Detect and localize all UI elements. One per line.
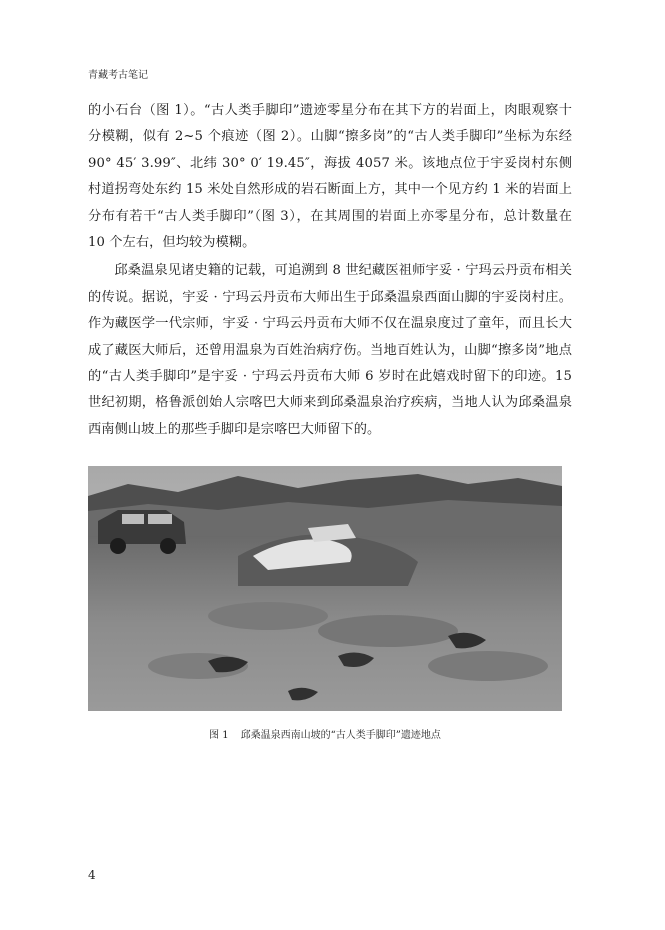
- paragraph-2: 邱桑温泉见诸史籍的记载，可追溯到 8 世纪藏医祖师宇妥 · 宁玛云丹贡布相关的传说。据说，宇妥 · 宁玛云丹贡布大师出生于邱桑温泉西面山脚的宇妥岗村庄。作为藏医学一代宗师，宇妥 · 宁玛云丹贡布大师不仅在温泉度过了童年，而且长大成了藏医大师后，还曾用温泉为百姓治病疗伤。当地百姓认为，山脚“擦多岗”地点的“古人类手脚印”是宇妥 · 宁玛云丹贡布大师 6 岁时在此嬉戏时留下的印迹。15 世纪初期，格鲁派创始人宗喀巴大师来到邱桑温泉治疗疾病，当地人认为邱桑温泉西南侧山坡上的那些手脚印是宗喀巴大师留下的。: [88, 263, 572, 437]
- page-number: 4: [88, 868, 96, 882]
- paragraph-1: 的小石台（图 1）。“古人类手脚印”遗迹零星分布在其下方的岩面上，肉眼观察十分模糊，似有 2~5 个痕迹（图 2）。山脚“擦多岗”的“古人类手脚印”坐标为东经 90° 45′ 3.99″、北纬 30° 0′ 19.45″，海拔 4057 米。该地点位于宇妥岗村东侧村道拐弯处东约 15 米处自然形成的岩石断面上方，其中一个见方约 1 米的岩面上分布有若干“古人类手脚印”（图 3），在其周围的岩面上亦零星分布，总计数量在 10 个左右，但均较为模糊。: [88, 103, 572, 251]
- figure-caption-text: 邱桑温泉西南山坡的“古人类手脚印”遗迹地点: [240, 730, 441, 741]
- figure-caption: [88, 726, 562, 741]
- body-text: [88, 98, 572, 443]
- site-photo-illustration: [88, 466, 562, 711]
- running-head: 青藏考古笔记: [88, 70, 148, 81]
- figure-photo: [88, 466, 562, 711]
- figure-number: 图 1: [209, 730, 229, 741]
